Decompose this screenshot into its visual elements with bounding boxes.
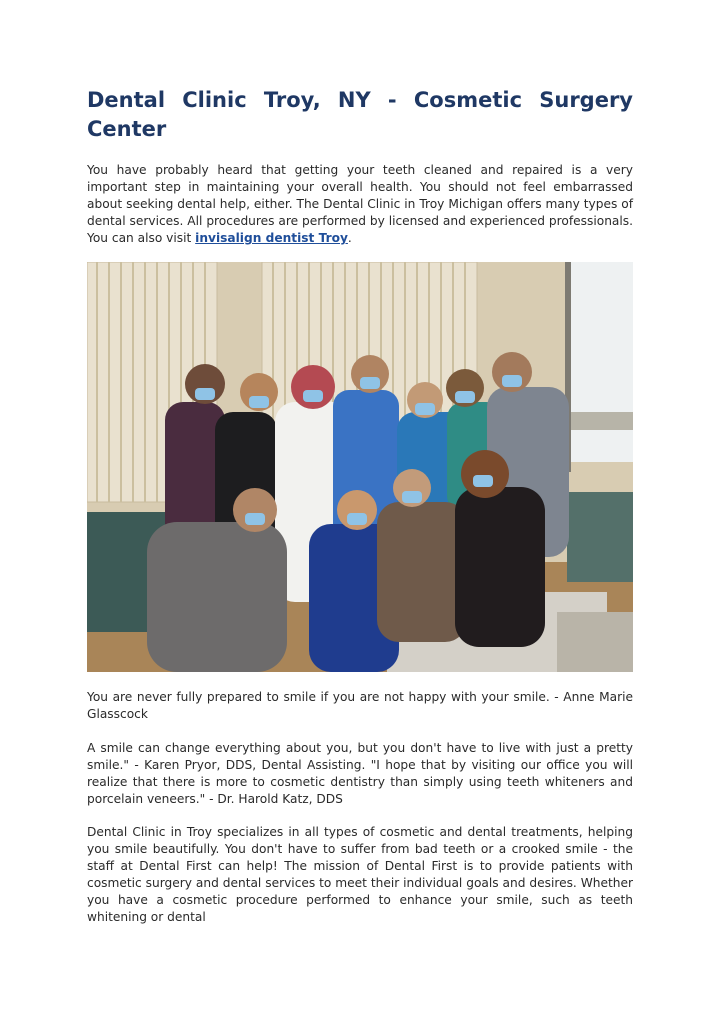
intro-text: You have probably heard that getting your teeth cleaned and repaired is a very important step in maintaining your overall health. You should not feel embarrassed about seeking dental help, either. The Dental Clinic in Troy Michigan offers many types of dental services. All procedures are performed by licensed and experienced professionals. You can also visit (87, 163, 633, 245)
quote-paragraph-2: A smile can change everything about you, but you don't have to live with just a pretty smile." - Karen Pryor, DDS, Dental Assisting. "I hope that by visiting our office you will realize that there is more to cosmetic dentistry than simply using teeth whiteners and porcelain veneers." - Dr. Harold Katz, DDS (87, 741, 633, 806)
invisalign-dentist-link[interactable]: invisalign dentist Troy (195, 231, 348, 245)
body-paragraph: Dental Clinic in Troy specializes in all types of cosmetic and dental treatments, helping you smile beautifully. You don't have to suffer from bad teeth or a crooked smile - the staff at Dental First can help! The mission of Dental First is to provide patients with cosmetic surgery and dental services to meet their individual goals and desires. Whether you have a cosmetic procedure performed to enhance your smile, such as teeth whitening or dental (87, 825, 633, 924)
intro-after-link: . (347, 231, 352, 245)
quote-paragraph-1: You are never fully prepared to smile if you are not happy with your smile. - Anne Marie Glasscock (87, 690, 633, 721)
team-photo (87, 262, 633, 672)
intro-paragraph (87, 162, 633, 247)
page-title: Dental Clinic Troy, NY - Cosmetic Surgery Center (87, 88, 633, 141)
